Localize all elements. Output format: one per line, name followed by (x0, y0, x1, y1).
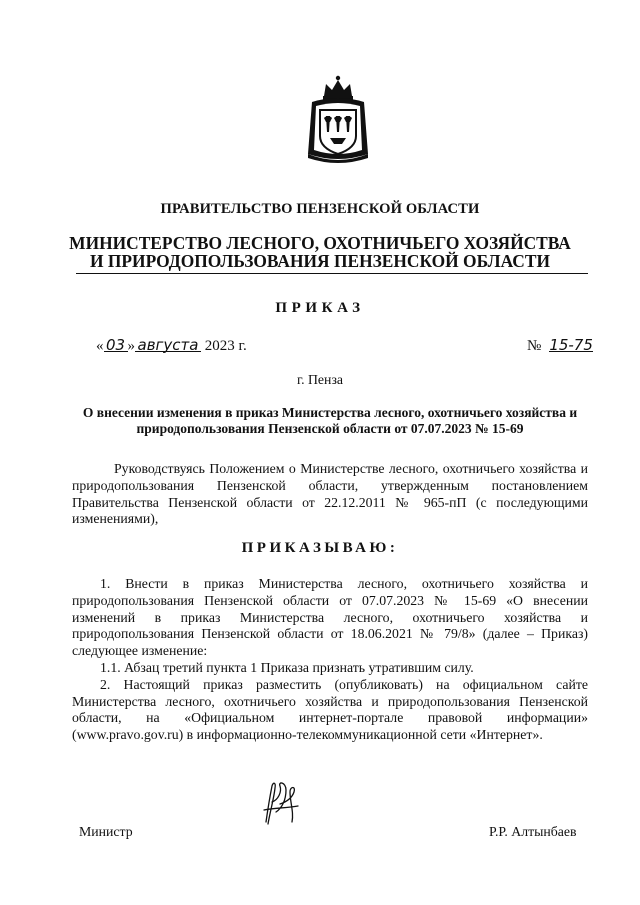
government-title: ПРАВИТЕЛЬСТВО ПЕНЗЕНСКОЙ ОБЛАСТИ (160, 201, 480, 217)
date-month-handwritten: августа (135, 336, 201, 354)
order-items (72, 576, 588, 744)
handwritten-signature-icon (256, 778, 302, 830)
order-item-1: 1. Внести в приказ Министерства лесного, охотничьего хозяйства и природопользования Пензенской области от 07.07.2023 № 15-69 «О внесении изменений в приказ Министерства лесного, охотничьего хозяйства и природопользования Пензенской области от 18.06.2021 № 79/8» (далее – Приказ) следующее изменение: (72, 576, 588, 659)
document-subject: О внесении изменения в приказ Министерства лесного, охотничьего хозяйства и природопользования Пензенской области от 07.07.2023 № 15-69 (82, 405, 578, 436)
coat-of-arms-icon (302, 74, 374, 164)
signatory-name: Р.Р. Алтынбаев (489, 824, 577, 839)
order-heading: ПРИКАЗЫВАЮ: (241, 540, 399, 556)
number-value-handwritten: 15-75 (549, 336, 593, 354)
date-open-quote: « (96, 338, 104, 354)
order-item-1-1: 1.1. Абзац третий пункта 1 Приказа признать утратившим силу. (100, 659, 474, 675)
date-close-quote: » (127, 338, 135, 354)
number-sign: № (527, 338, 542, 354)
date-day-handwritten: 03 (104, 336, 128, 354)
date-year: 2023 г. (204, 338, 247, 354)
ministry-title-line-1: МИНИСТЕРСТВО ЛЕСНОГО, ОХОТНИЧЬЕГО ХОЗЯЙСТВА (69, 233, 571, 253)
document-city: г. Пенза (296, 372, 344, 387)
document-date (96, 336, 247, 355)
document-number (527, 336, 593, 355)
document-type-heading: ПРИКАЗ (275, 300, 365, 316)
preamble-paragraph: Руководствуясь Положением о Министерстве лесного, охотничьего хозяйства и природопользования Пензенской области, утвержденным постановлением Правительства Пензенской области от 22.12.2011 № 965-пП (с последующими изменениями), (72, 461, 588, 527)
ministry-title-line-2: И ПРИРОДОПОЛЬЗОВАНИЯ ПЕНЗЕНСКОЙ ОБЛАСТИ (90, 251, 550, 271)
signatory-position: Министр (79, 824, 133, 839)
order-item-2: 2. Настоящий приказ разместить (опубликовать) на официальном сайте Министерства лесного, охотничьего хозяйства и природопользования Пензенской области, на «Официальном интернет-портале правовой информации» (www.pravo.gov.ru) в информационно-телекоммуникационной сети «Интернет». (72, 676, 588, 743)
header-divider (76, 273, 588, 274)
